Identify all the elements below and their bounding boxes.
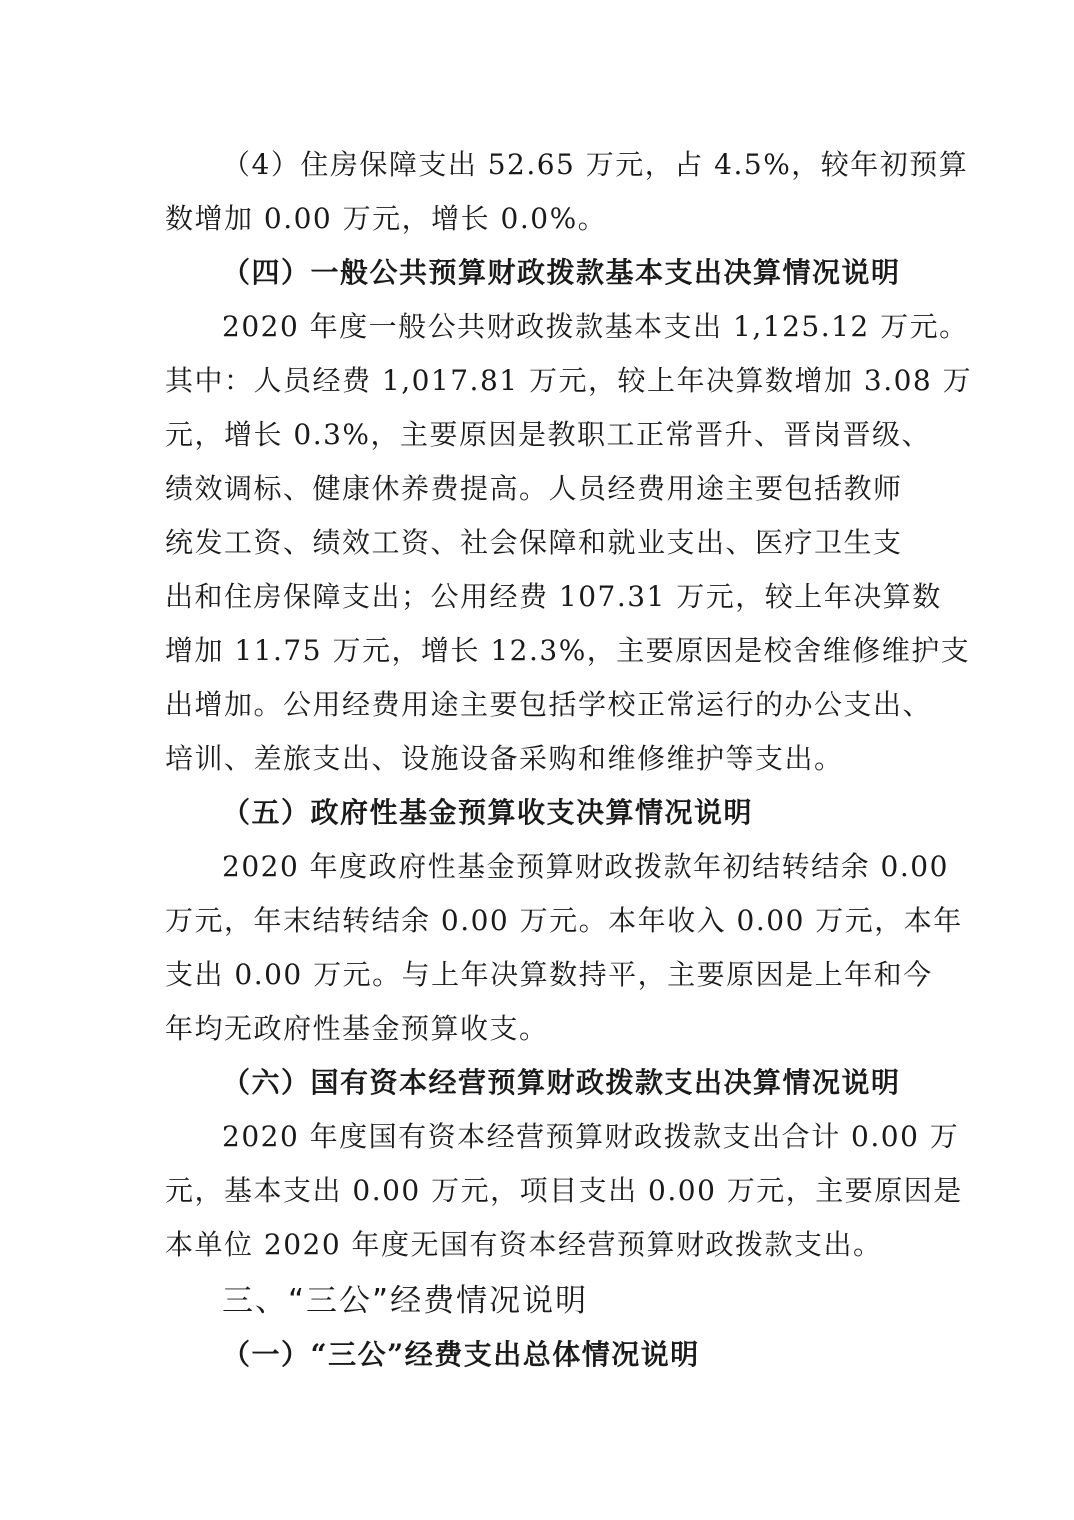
paragraph-line: 年均无政府性基金预算收支。	[165, 1012, 549, 1045]
paragraph-line: 支出 0.00 万元。与上年决算数持平，主要原因是上年和今	[165, 958, 933, 991]
paragraph-line: 培训、差旅支出、设施设备采购和维修维护等支出。	[165, 742, 844, 775]
paragraph-line: 2020 年度政府性基金预算财政拨款年初结转结余 0.00	[222, 850, 949, 883]
section-heading: （四）一般公共预算财政拨款基本支出决算情况说明	[222, 256, 901, 289]
paragraph-line: 出增加。公用经费用途主要包括学校正常运行的办公支出、	[165, 688, 933, 721]
paragraph-line: 绩效调标、健康休养费提高。人员经费用途主要包括教师	[165, 472, 903, 505]
paragraph-line: 本单位 2020 年度无国有资本经营预算财政拨款支出。	[165, 1228, 883, 1261]
paragraph-line: 2020 年度国有资本经营预算财政拨款支出合计 0.00 万	[222, 1120, 960, 1153]
paragraph-line: 2020 年度一般公共财政拨款基本支出 1,125.12 万元。	[222, 310, 969, 343]
paragraph-line: 元，基本支出 0.00 万元，项目支出 0.00 万元，主要原因是	[165, 1174, 963, 1207]
paragraph-line: 出和住房保障支出；公用经费 107.31 万元，较上年决算数	[165, 580, 942, 613]
section-heading: （一）“三公”经费支出总体情况说明	[222, 1338, 700, 1371]
paragraph-line: 元，增长 0.3%，主要原因是教职工正常晋升、晋岗晋级、	[165, 418, 932, 451]
paragraph-line: （4）住房保障支出 52.65 万元，占 4.5%，较年初预算	[222, 148, 969, 181]
chapter-heading: 三、“三公”经费情况说明	[222, 1283, 589, 1319]
section-heading: （六）国有资本经营预算财政拨款支出决算情况说明	[222, 1066, 901, 1099]
paragraph-line: 数增加 0.00 万元，增长 0.0%。	[165, 202, 608, 235]
paragraph-line: 万元，年末结转结余 0.00 万元。本年收入 0.00 万元，本年	[165, 904, 963, 937]
paragraph-line: 统发工资、绩效工资、社会保障和就业支出、医疗卫生支	[165, 526, 903, 559]
paragraph-line: 增加 11.75 万元，增长 12.3%，主要原因是校舍维修维护支	[165, 634, 971, 667]
section-heading: （五）政府性基金预算收支决算情况说明	[222, 796, 754, 829]
paragraph-line: 其中：人员经费 1,017.81 万元，较上年决算数增加 3.08 万	[165, 364, 973, 397]
